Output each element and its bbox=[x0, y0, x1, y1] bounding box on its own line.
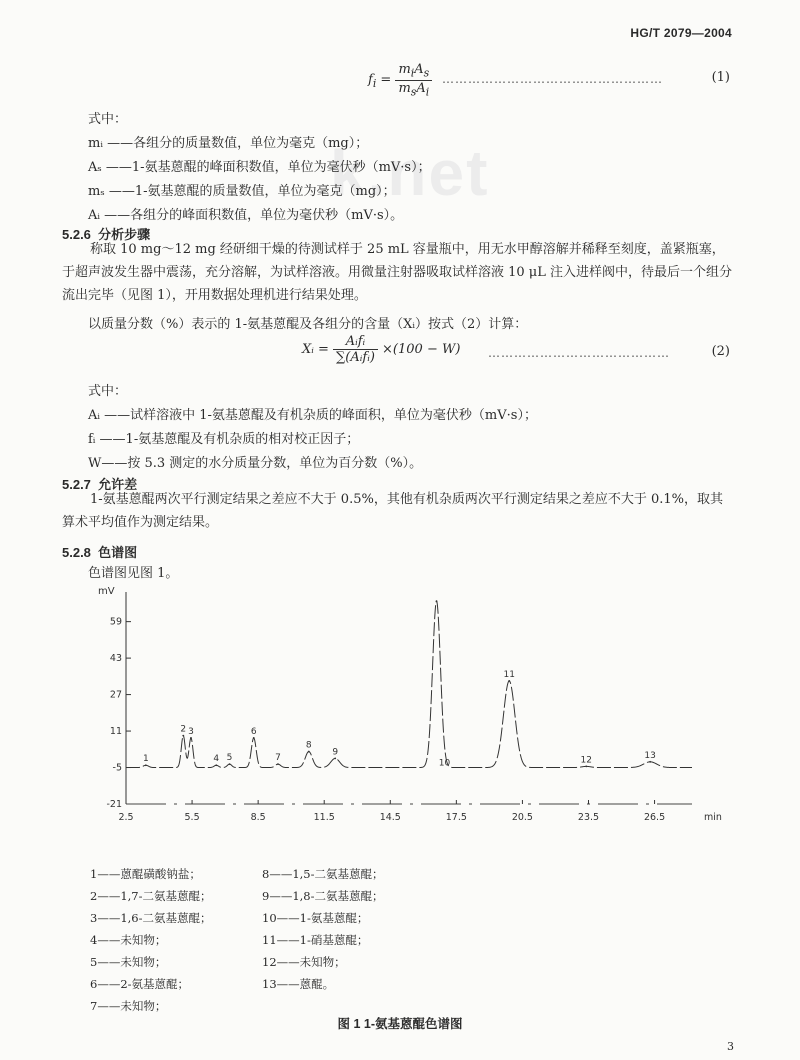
eq2-denominator: ∑(Aᵢfᵢ) bbox=[336, 350, 375, 365]
x-tick-label: 5.5 bbox=[184, 812, 200, 823]
peak-mark bbox=[334, 758, 336, 760]
where2-item: W——按 5.3 测定的水分质量分数，单位为百分数（%）。 bbox=[88, 456, 423, 471]
section-526-formula-intro: 以质量分数（%）表示的 1-氨基蒽醌及各组分的含量（Xᵢ）按式（2）计算： bbox=[88, 317, 528, 332]
peak-mark bbox=[508, 680, 510, 682]
legend-item: 9——1,8-二氨基蒽醌； bbox=[262, 889, 384, 903]
standard-code: HG/T 2079—2004 bbox=[630, 26, 732, 40]
legend-item: 8——1,5-二氨基蒽醌； bbox=[262, 867, 384, 881]
equation-1-dots: …………………………………………… bbox=[442, 72, 663, 86]
equation-2-tail: ×(100 − W) bbox=[382, 342, 461, 357]
peak-label: 5 bbox=[226, 753, 233, 764]
peak-label: 4 bbox=[213, 754, 220, 765]
equation-2-lhs: Xᵢ = bbox=[302, 342, 334, 357]
peak-label: 10 bbox=[438, 758, 451, 769]
peak-label: 3 bbox=[188, 726, 194, 737]
figure-caption: 图 1 1-氨基蒽醌色谱图 bbox=[337, 1017, 463, 1031]
equation-1-fraction bbox=[395, 62, 432, 98]
equation-2 bbox=[302, 334, 460, 365]
peak-label: 2 bbox=[180, 724, 187, 735]
eq1-den-sub2: i bbox=[425, 85, 430, 99]
x-tick-label: 14.5 bbox=[379, 812, 401, 823]
legend-item: 7——未知物； bbox=[90, 999, 167, 1013]
legend-left bbox=[90, 866, 212, 1020]
eq1-den-m: m bbox=[398, 80, 411, 96]
peak-label: 7 bbox=[275, 753, 281, 764]
legend-item: 2——1,7-二氨基蒽醌； bbox=[90, 889, 212, 903]
equation-1: $f_i$ = $\frac{m_iA_s}{m_sA_i}$ bbox=[368, 62, 432, 98]
peak-mark bbox=[229, 763, 231, 765]
watermark: k.net bbox=[330, 137, 490, 209]
x-axis-label: min bbox=[704, 812, 722, 823]
peak-label: 1 bbox=[142, 754, 149, 765]
equation-1-lhs-sub: i bbox=[372, 77, 377, 91]
peak-label: 12 bbox=[580, 755, 593, 766]
section-528-heading bbox=[62, 542, 137, 561]
section-number: 5.2.6 bbox=[62, 227, 91, 242]
section-title: 分析步骤 bbox=[98, 227, 151, 242]
x-tick-label: 26.5 bbox=[643, 812, 666, 823]
eq1-den-a: A bbox=[416, 80, 426, 96]
eq1-num-sub2: s bbox=[423, 66, 430, 80]
peak-mark bbox=[436, 600, 438, 602]
legend-item: 1——蒽醌磺酸钠盐； bbox=[90, 867, 201, 881]
legend-item: 5——未知物； bbox=[90, 955, 167, 969]
x-tick-label: 20.5 bbox=[511, 812, 533, 823]
legend-right bbox=[262, 866, 384, 998]
legend-item: 6——2-氨基蒽醌； bbox=[90, 977, 190, 991]
peak-mark bbox=[215, 764, 217, 766]
eq1-num-m: m bbox=[398, 62, 411, 77]
y-tick-label: -21 bbox=[106, 799, 122, 810]
equation-1-lhs: f bbox=[368, 72, 373, 88]
peak-mark bbox=[190, 737, 192, 739]
peak-mark bbox=[585, 765, 587, 767]
equation-2-fraction bbox=[333, 334, 378, 365]
x-tick-label: 8.5 bbox=[250, 812, 266, 823]
where2-item: Aᵢ ——试样溶液中 1-氨基蒽醌及有机杂质的峰面积，单位为毫伏秒（mV·s）； bbox=[88, 408, 537, 423]
y-axis-label: mV bbox=[98, 586, 115, 597]
where2-item: fᵢ ——1-氨基蒽醌及有机杂质的相对校正因子； bbox=[88, 432, 360, 447]
peak-label: 9 bbox=[332, 747, 339, 758]
eq1-num-a: A bbox=[414, 62, 424, 77]
peak-mark bbox=[253, 737, 255, 739]
where-label-1: 式中： bbox=[88, 112, 128, 127]
y-tick-label: 59 bbox=[109, 616, 122, 628]
section-number: 5.2.7 bbox=[62, 477, 91, 492]
where1-item: mₛ ——1-氨基蒽醌的质量数值，单位为毫克（mg）； bbox=[88, 184, 396, 199]
where1-item: Aₛ ——1-氨基蒽醌的峰面积数值，单位为毫伏秒（mV·s）； bbox=[88, 160, 431, 175]
section-528-text: 色谱图见图 1。 bbox=[88, 566, 179, 581]
equation-2-dots: …………………………………… bbox=[488, 346, 670, 360]
legend-item: 12——未知物； bbox=[262, 955, 346, 969]
y-tick-label: -5 bbox=[112, 762, 122, 774]
x-tick-label: 17.5 bbox=[445, 812, 467, 823]
y-tick-label: 27 bbox=[109, 689, 122, 701]
peak-mark bbox=[308, 751, 310, 753]
where-label-2: 式中： bbox=[88, 384, 128, 399]
section-title: 允许差 bbox=[98, 477, 138, 492]
section-number: 5.2.8 bbox=[62, 545, 91, 560]
section-527-paragraph: 1-氨基蒽醌两次平行测定结果之差应不大于 0.5%，其他有机杂质两次平行测定结果之差应不大于 0.1%，取其算术平均值作为测定结果。 bbox=[62, 492, 723, 530]
peak-label: 8 bbox=[305, 740, 312, 751]
peak-mark bbox=[649, 761, 651, 763]
section-526-paragraph: 称取 10 mg～12 mg 经研细干燥的待测试样于 25 mL 容量瓶中，用无水甲醇溶解并稀释至刻度，盖紧瓶塞，于超声波发生器中震荡，充分溶解，为试样溶液。用微量注射器吸取试样溶液 10 μL 注入进样阀中，待最后一个组分流出完毕（见图 1），开用数据处理机进行结果处理。 bbox=[62, 242, 733, 303]
peak-label: 6 bbox=[250, 726, 257, 737]
x-tick-label: 2.5 bbox=[118, 812, 134, 823]
chromatogram-trace bbox=[126, 601, 692, 767]
eq1-den-sub: s bbox=[410, 85, 417, 99]
y-tick-label: 43 bbox=[109, 653, 122, 665]
eq1-num-sub: i bbox=[410, 66, 415, 80]
y-tick-label: 11 bbox=[109, 726, 122, 738]
legend-item: 3——1,6-二氨基蒽醌； bbox=[90, 911, 212, 925]
peak-mark bbox=[182, 735, 184, 737]
eq2-numerator: Aᵢfᵢ bbox=[333, 334, 378, 350]
peak-label: 13 bbox=[644, 750, 656, 761]
peak-mark bbox=[145, 764, 147, 766]
chromatogram-chart bbox=[80, 578, 720, 848]
section-title: 色谱图 bbox=[98, 545, 138, 560]
page-number: 3 bbox=[727, 1040, 734, 1053]
equation-2-number: (2) bbox=[711, 344, 730, 359]
peak-label: 11 bbox=[503, 669, 515, 680]
legend-item: 11——1-硝基蒽醌； bbox=[262, 933, 369, 947]
where1-item: Aᵢ ——各组分的峰面积数值，单位为毫伏秒（mV·s）。 bbox=[88, 208, 404, 223]
x-tick-label: 23.5 bbox=[577, 812, 600, 823]
legend-item: 13——蒽醌。 bbox=[262, 977, 335, 991]
equation-1-number: (1) bbox=[711, 70, 730, 85]
x-tick-label: 11.5 bbox=[313, 812, 335, 823]
where1-item: mᵢ ——各组分的质量数值，单位为毫克（mg）； bbox=[88, 136, 369, 151]
legend-item: 10——1-氨基蒽醌； bbox=[262, 911, 369, 925]
legend-item: 4——未知物； bbox=[90, 933, 167, 947]
peak-mark bbox=[277, 763, 279, 765]
